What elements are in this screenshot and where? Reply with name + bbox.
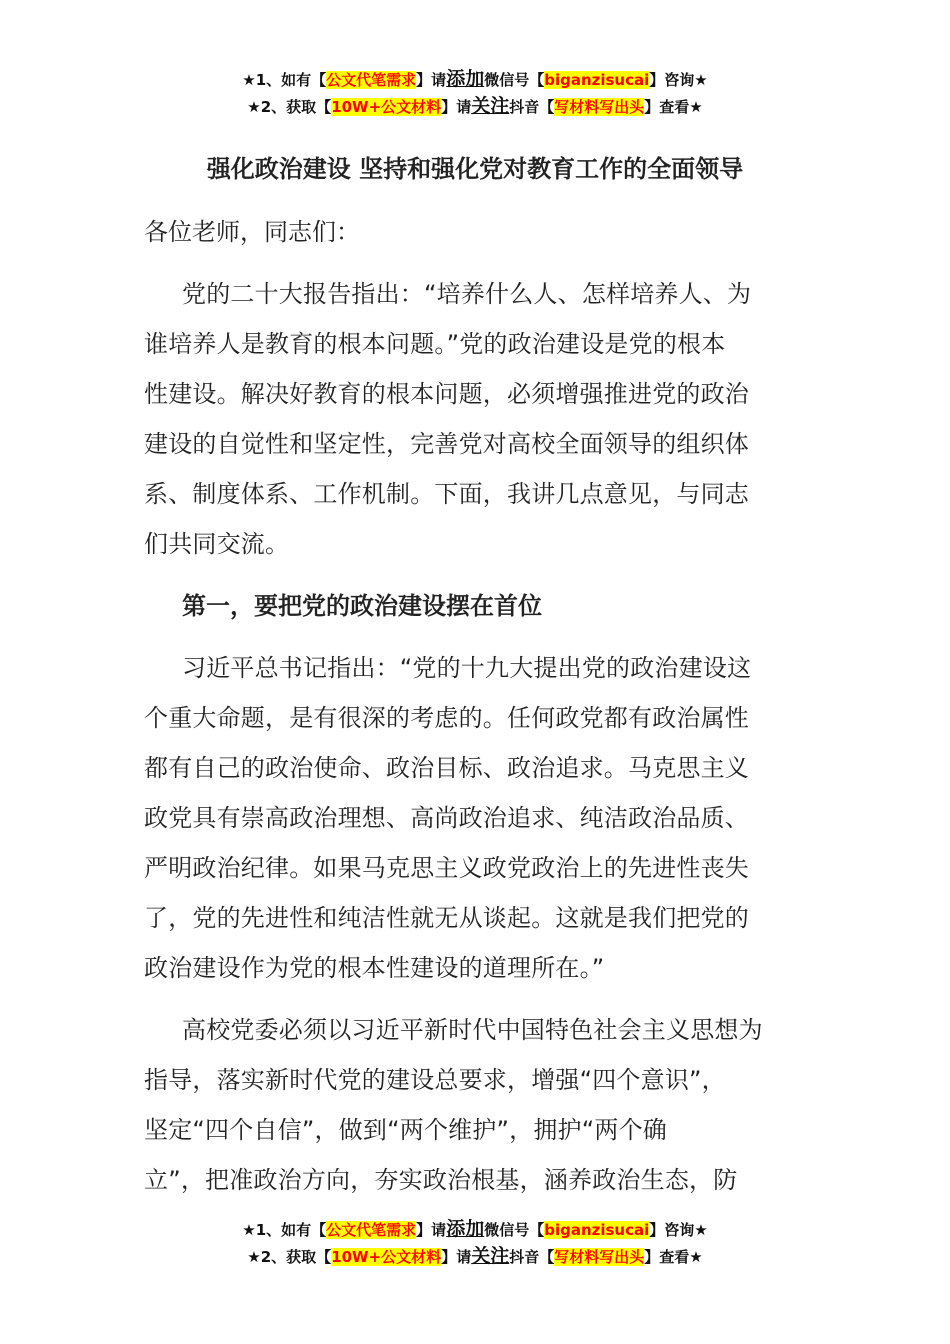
paragraph-line: 都有自己的政治使命、政治目标、政治追求。马克思主义 (144, 754, 749, 782)
paragraph-line: 谁培养人是教育的根本问题。”党的政治建设是党的根本 (144, 330, 726, 358)
banner-highlight-service: 公文代笔需求 (326, 71, 417, 89)
banner-highlight-douyin: 写材料写出头 (554, 98, 645, 116)
paragraph-line: 系、制度体系、工作机制。下面，我讲几点意见，与同志 (144, 480, 749, 508)
paragraph-1 (144, 269, 806, 569)
banner-highlight-douyin: 写材料写出头 (554, 1248, 645, 1266)
banner-text: 】查看★ (644, 98, 703, 116)
document-body (144, 207, 806, 1217)
paragraph-line: 高校党委必须以习近平新时代中国特色社会主义思想为 (182, 1016, 763, 1044)
banner-line-1 (0, 1216, 950, 1243)
banner-text: 】咨询★ (649, 71, 708, 89)
paragraph-line: 政治建设作为党的根本性建设的道理所在。” (144, 954, 605, 982)
paragraph-2 (144, 643, 806, 993)
paragraph-line: 党的二十大报告指出：“培养什么人、怎样培养人、为 (182, 280, 752, 308)
banner-text: 】请 (416, 71, 447, 89)
paragraph-line: 性建设。解决好教育的根本问题，必须增强推进党的政治 (144, 380, 749, 408)
banner-line-2 (0, 93, 950, 120)
paragraph-line: 坚定“四个自信”，做到“两个维护”，拥护“两个确 (144, 1116, 667, 1144)
banner-highlight-materials: 10W+公文材料 (331, 98, 442, 116)
paragraph-line: 习近平总书记指出：“党的十九大提出党的政治建设这 (182, 654, 752, 682)
banner-emphasis-add: 添加 (446, 68, 485, 90)
banner-highlight-materials: 10W+公文材料 (331, 1248, 442, 1266)
banner-emphasis-follow: 关注 (471, 95, 510, 117)
banner-emphasis-follow: 关注 (471, 1245, 510, 1267)
banner-text: 】请 (416, 1221, 447, 1239)
paragraph-line: 了，党的先进性和纯洁性就无从谈起。这就是我们把党的 (144, 904, 749, 932)
banner-highlight-wechat-id: biganzisucai (544, 71, 650, 89)
paragraph-line: 建设的自觉性和坚定性，完善党对高校全面领导的组织体 (144, 430, 749, 458)
banner-text: 微信号【 (484, 71, 545, 89)
paragraph-3 (144, 1005, 806, 1205)
banner-text: 】请 (441, 98, 472, 116)
banner-text: ★2、获取【 (247, 1248, 332, 1266)
paragraph-line: 指导，落实新时代党的建设总要求，增强“四个意识”， (144, 1066, 726, 1094)
banner-line-1 (0, 66, 950, 93)
paragraph-line: 立”，把准政治方向，夯实政治根基，涵养政治生态，防 (144, 1166, 738, 1194)
banner-emphasis-add: 添加 (446, 1218, 485, 1240)
paragraph-line: 个重大命题，是有很深的考虑的。任何政党都有政治属性 (144, 704, 749, 732)
banner-text: ★1、如有【 (242, 71, 327, 89)
banner-highlight-service: 公文代笔需求 (326, 1221, 417, 1239)
banner-text: 抖音【 (509, 1248, 555, 1266)
banner-highlight-wechat-id: biganzisucai (544, 1221, 650, 1239)
header-banner (0, 66, 950, 120)
paragraph-line: 们共同交流。 (144, 530, 290, 558)
banner-text: 】请 (441, 1248, 472, 1266)
paragraph-line: 严明政治纪律。如果马克思主义政党政治上的先进性丧失 (144, 854, 749, 882)
banner-text: ★2、获取【 (247, 98, 332, 116)
banner-text: 抖音【 (509, 98, 555, 116)
document-title: 强化政治建设 坚持和强化党对教育工作的全面领导 (206, 155, 744, 183)
banner-text: ★1、如有【 (242, 1221, 327, 1239)
salutation: 各位老师，同志们： (144, 218, 360, 246)
banner-text: 】咨询★ (649, 1221, 708, 1239)
banner-line-2 (0, 1243, 950, 1270)
section-heading-1: 第一，要把党的政治建设摆在首位 (182, 592, 542, 620)
footer-banner (0, 1216, 950, 1270)
banner-text: 微信号【 (484, 1221, 545, 1239)
paragraph-line: 政党具有崇高政治理想、高尚政治追求、纯洁政治品质、 (144, 804, 749, 832)
banner-text: 】查看★ (644, 1248, 703, 1266)
